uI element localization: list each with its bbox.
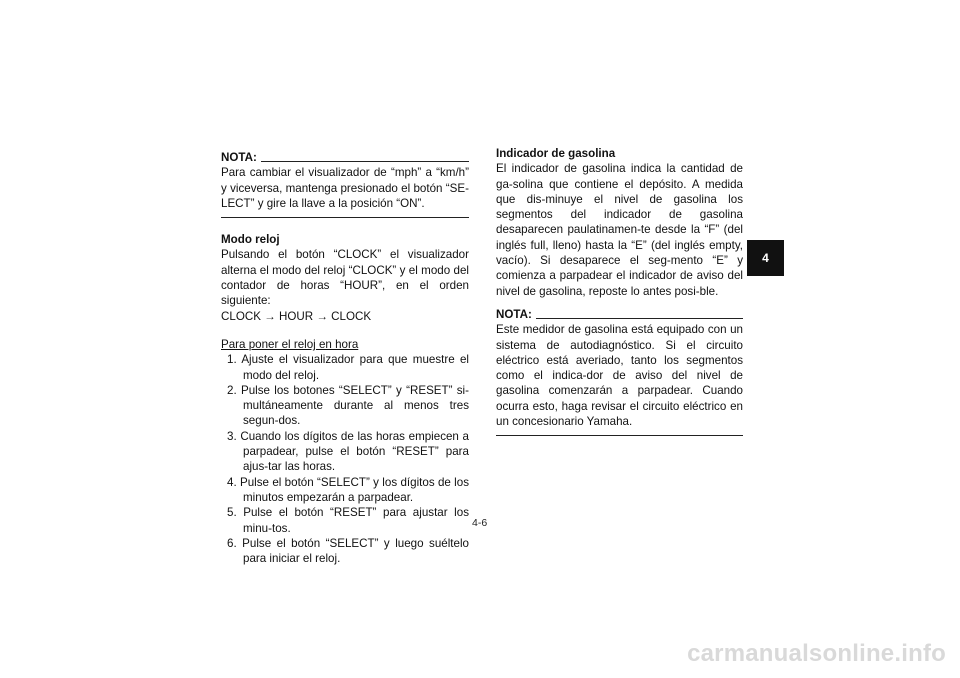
note-label: NOTA: [221,151,257,164]
procedure-step: 5. Pulse el botón “RESET” para ajustar los minu-tos. [227,506,469,535]
note-header [496,307,743,322]
procedure-step: 4. Pulse el botón “SELECT” y los dígitos de los minutos empezarán a parpadear. [227,475,469,504]
right-column [496,146,743,436]
note-text: Este medidor de gasolina está equipado con un sistema de autodiagnóstico. Si el circuito eléctrico está averiado, tanto los segmentos como el indica-dor de aviso del nivel de gasolina comenzarán a parpadear. Cuando ocurra esto, haga revisar el circuito eléctrico en un concesionario Yamaha. [496,323,743,429]
note-label: NOTA: [496,307,532,321]
note-end-rule [496,435,743,436]
note-rule [536,318,743,319]
section-title-fuel-gauge: Indicador de gasolina [496,147,616,160]
clock-sequence: CLOCK → HOUR → CLOCK [221,309,372,323]
fuel-gauge-text: El indicador de gasolina indica la cantidad de ga-solina que contiene el depósito. A medida que dis-minuye el nivel de gasolina los segmentos del indicador de gasolina desaparecen paulatinamen-te desde la “F” (del inglés full, lleno) hasta la “E” (del inglés empty, vacío). Si desaparece el seg-mento “E” y comienza a parpadear el indicador de aviso del nivel de gasolina, reposte lo antes posi-ble. [496,162,743,298]
procedure-step: 3. Cuando los dígitos de las horas empiecen a parpadear, pulse el botón “RESET” para ajus-tar las horas. [227,429,469,474]
left-column [221,150,469,566]
procedure-step: 6. Pulse el botón “SELECT” y luego suéltelo para iniciar el reloj. [227,536,469,566]
procedure-steps [221,352,469,566]
procedure-title: Para poner el reloj en hora [221,337,359,351]
procedure-step: 1. Ajuste el visualizador para que muestre el modo del reloj. [227,353,469,382]
page-number: 4-6 [472,517,488,529]
note-rule [261,161,469,162]
note-text: Para cambiar el visualizador de “mph” a “km/h” y viceversa, mantenga presionado el botón “SE-LECT” y gire la llave a la posición “ON”. [221,166,469,210]
note-header [221,150,469,165]
procedure-step: 2. Pulse los botones “SELECT” y “RESET” si-multáneamente durante al menos tres segun-dos. [227,383,469,428]
clock-mode-text: Pulsando el botón “CLOCK” el visualizador alterna el modo del reloj “CLOCK” y el modo del contador de horas “HOUR”, en el orden siguiente: [221,248,469,308]
watermark: carmanualsonline.info [687,640,946,667]
chapter-tab: 4 [747,240,784,276]
section-title-clock-mode: Modo reloj [221,233,280,247]
